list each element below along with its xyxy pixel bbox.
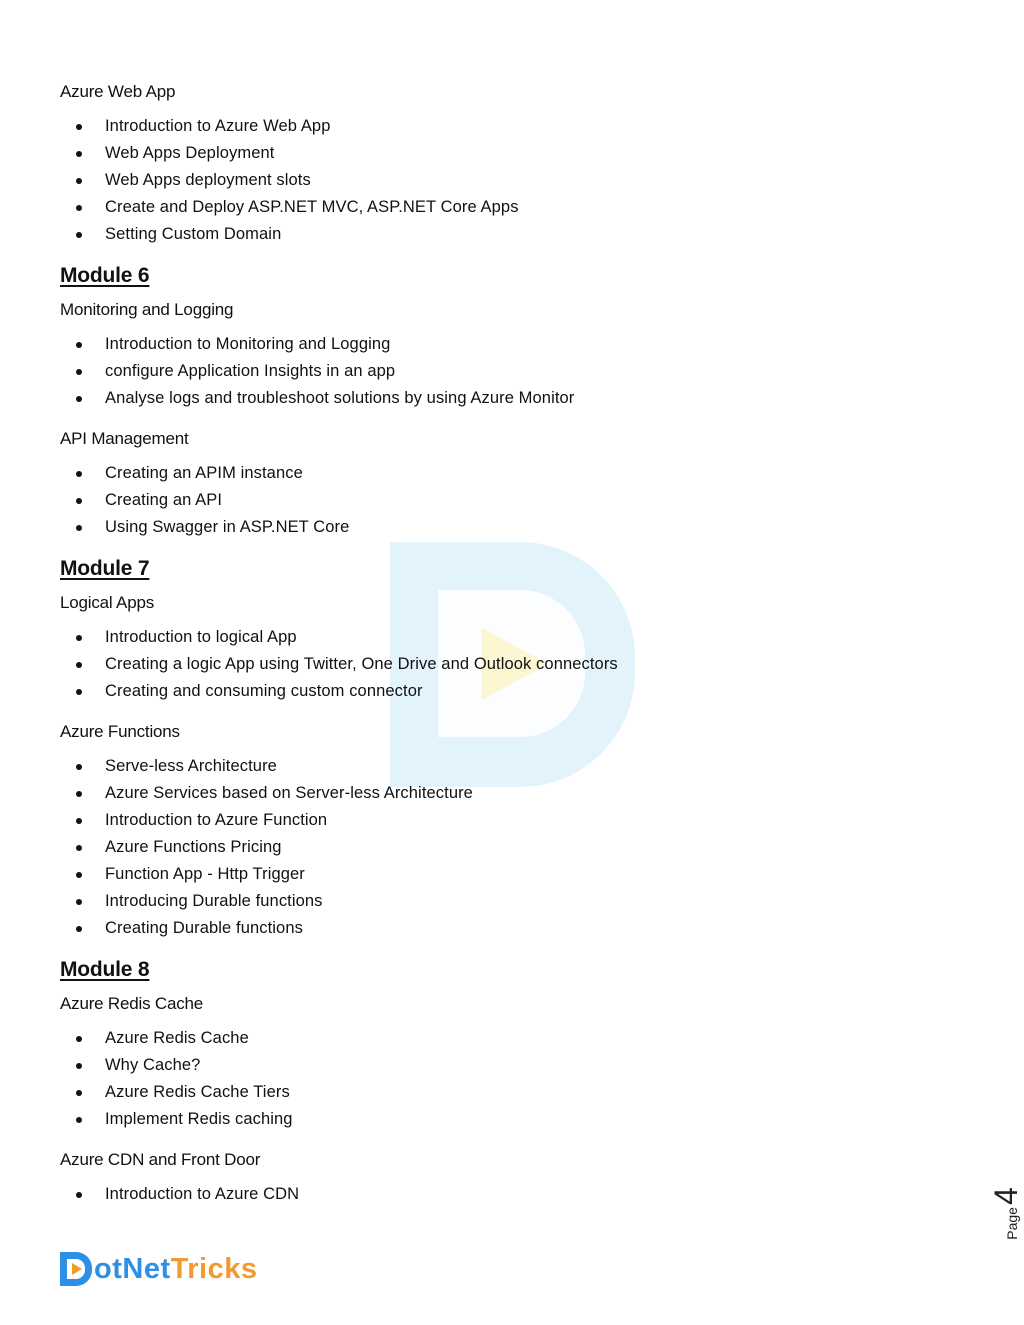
list-item: Introduction to Azure Web App [60, 113, 960, 140]
list-item: Function App - Http Trigger [60, 861, 960, 888]
section-heading-monitoring: Monitoring and Logging [60, 300, 234, 319]
bullet-list-azure-web-app [60, 113, 960, 248]
list-item: Creating and consuming custom connector [60, 678, 960, 705]
list-item: Create and Deploy ASP.NET MVC, ASP.NET Core Apps [60, 194, 960, 221]
brand-name-part1: otNet [94, 1252, 171, 1285]
list-item: Setting Custom Domain [60, 221, 960, 248]
list-item: Serve-less Architecture [60, 753, 960, 780]
bullet-list-monitoring [60, 331, 960, 412]
bullet-list-azure-cdn [60, 1181, 960, 1208]
section-heading-azure-redis-cache: Azure Redis Cache [60, 994, 204, 1013]
list-item: Introduction to Azure Function [60, 807, 960, 834]
brand-name-part2: Tricks [170, 1252, 258, 1285]
page-content [60, 82, 960, 1208]
list-item: Azure Redis Cache Tiers [60, 1079, 960, 1106]
list-item: Creating a logic App using Twitter, One Drive and Outlook connectors [60, 651, 960, 678]
section-heading-azure-cdn: Azure CDN and Front Door [60, 1150, 261, 1169]
brand-logo [60, 1252, 257, 1286]
list-item: Introduction to Monitoring and Logging [60, 331, 960, 358]
bullet-list-api-management [60, 460, 960, 541]
list-item: Web Apps Deployment [60, 140, 960, 167]
list-item: Introducing Durable functions [60, 888, 960, 915]
section-heading-azure-web-app: Azure Web App [60, 82, 176, 101]
bullet-list-azure-redis-cache [60, 1025, 960, 1133]
dotnettricks-d-logo-icon [60, 1252, 92, 1286]
section-heading-logical-apps: Logical Apps [60, 593, 155, 612]
list-item: Analyse logs and troubleshoot solutions by using Azure Monitor [60, 385, 960, 412]
module-7-title: Module 7 [60, 557, 150, 580]
list-item: Creating an API [60, 487, 960, 514]
bullet-list-logical-apps [60, 624, 960, 705]
list-item: Azure Services based on Server-less Architecture [60, 780, 960, 807]
page-label: Page [1003, 1207, 1020, 1240]
list-item: Azure Redis Cache [60, 1025, 960, 1052]
section-heading-azure-functions: Azure Functions [60, 722, 180, 741]
bullet-list-azure-functions [60, 753, 960, 942]
page-number-label [988, 1187, 1024, 1240]
list-item: configure Application Insights in an app [60, 358, 960, 385]
brand-name [94, 1253, 257, 1286]
list-item: Implement Redis caching [60, 1106, 960, 1133]
section-heading-api-management: API Management [60, 429, 189, 448]
list-item: Azure Functions Pricing [60, 834, 960, 861]
list-item: Introduction to Azure CDN [60, 1181, 960, 1208]
list-item: Using Swagger in ASP.NET Core [60, 514, 960, 541]
module-8-title: Module 8 [60, 958, 150, 981]
list-item: Why Cache? [60, 1052, 960, 1079]
list-item: Creating Durable functions [60, 915, 960, 942]
module-6-title: Module 6 [60, 264, 150, 287]
page-number: 4 [987, 1187, 1024, 1206]
list-item: Introduction to logical App [60, 624, 960, 651]
list-item: Web Apps deployment slots [60, 167, 960, 194]
list-item: Creating an APIM instance [60, 460, 960, 487]
